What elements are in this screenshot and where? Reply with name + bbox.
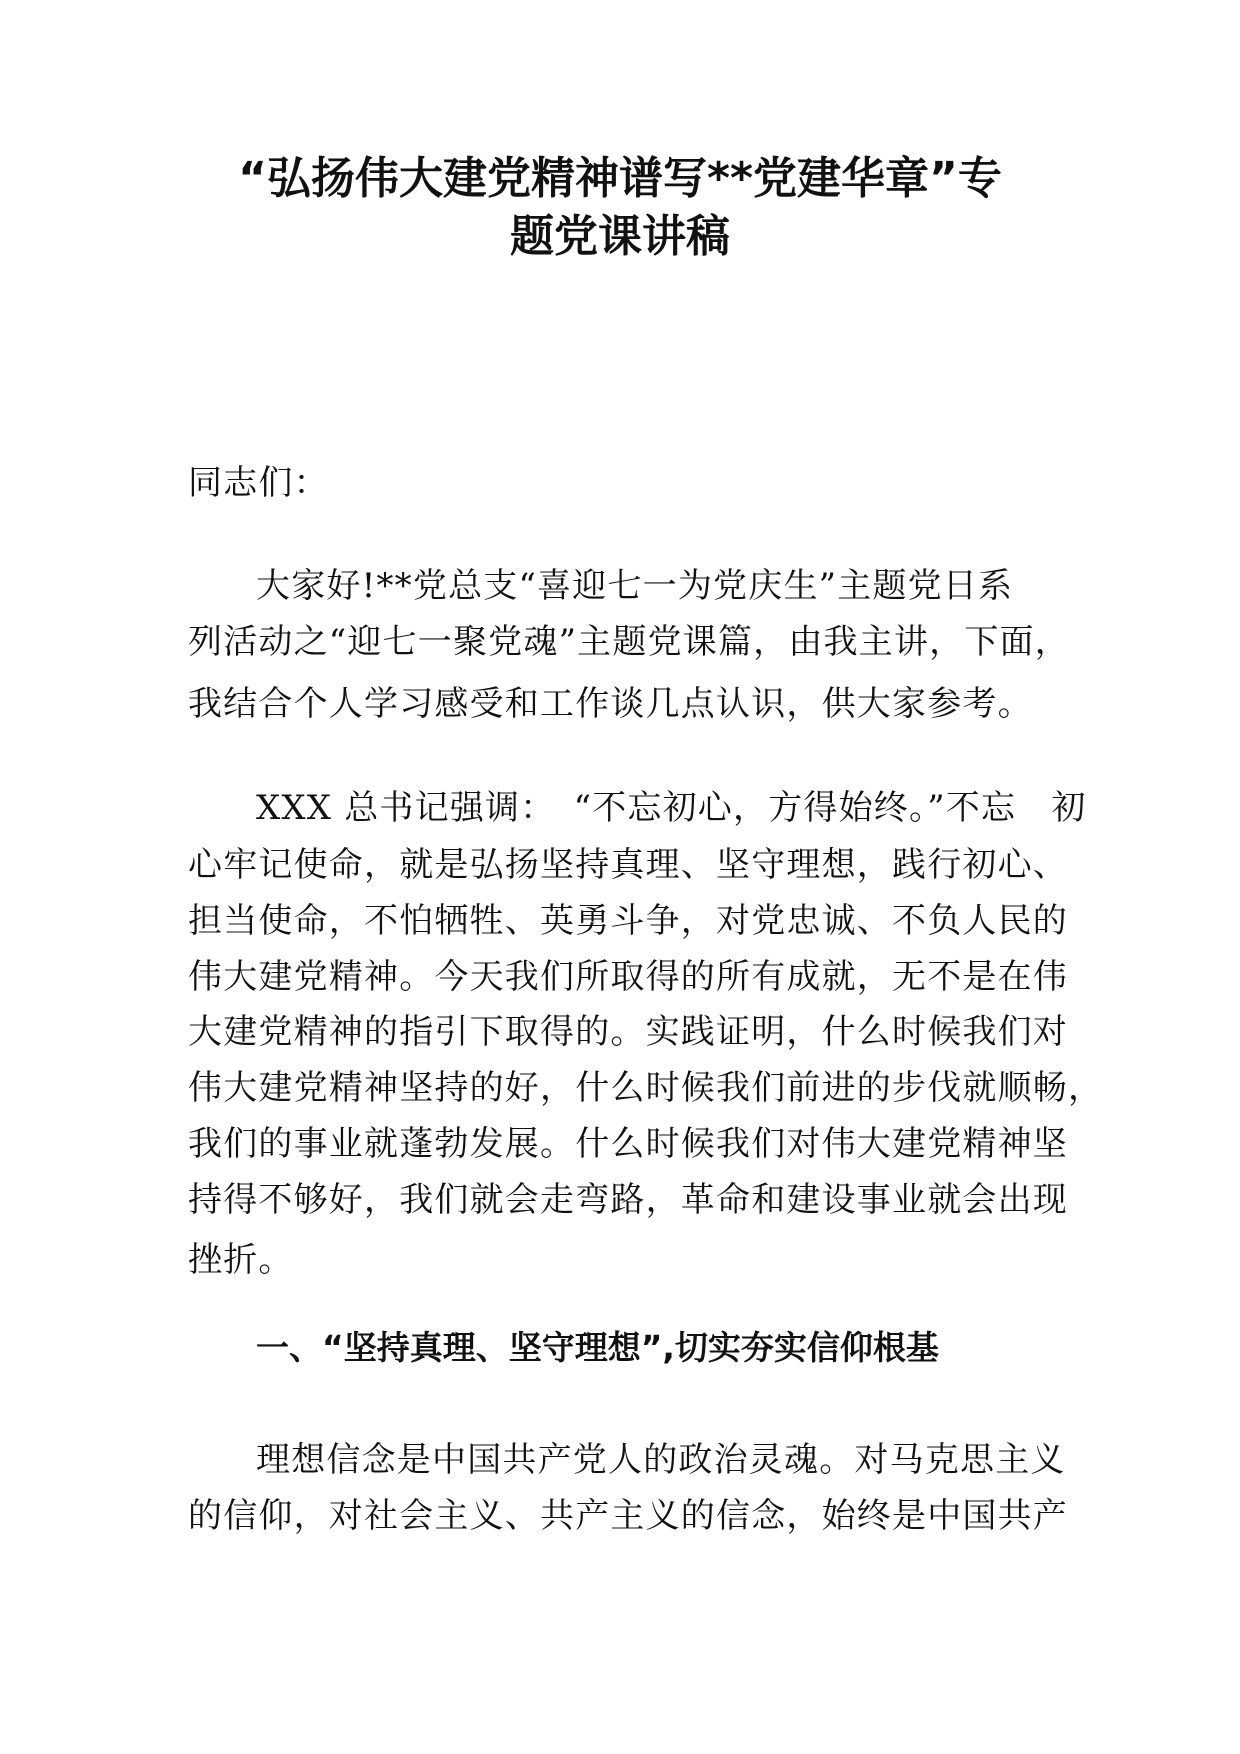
paragraph-2-line: 挫折。 — [188, 1240, 294, 1280]
paragraph-2-line: 伟大建党精神。今天我们所取得的所有成就，无不是在伟 — [188, 957, 1068, 997]
paragraph-2-line: 担当使命，不怕牺牲、英勇斗争，对党忠诚、不负人民的 — [188, 901, 1068, 941]
paragraph-2-line: 伟大建党精神坚持的好，什么时候我们前进的步伐就顺畅， — [188, 1068, 1104, 1108]
salutation: 同志们： — [188, 463, 329, 503]
paragraph-2-line: 心牢记使命，就是弘扬坚持真理、坚守理想，践行初心、 — [188, 845, 1068, 885]
paragraph-2-line: XXX 总书记强调： “不忘初心，方得始终。”不忘 初 — [256, 788, 1087, 828]
paragraph-1-line: 大家好!**党总支“喜迎七一为党庆生”主题党日系 — [256, 566, 1014, 606]
paragraph-2-line: 我们的事业就蓬勃发展。什么时候我们对伟大建党精神坚 — [188, 1124, 1068, 1164]
paragraph-3-line: 理想信念是中国共产党人的政治灵魂。对马克思主义 — [256, 1440, 1066, 1480]
paragraph-1-line: 列活动之“迎七一聚党魂”主题党课篇，由我主讲，下面， — [188, 622, 1070, 662]
paragraph-1-line: 我结合个人学习感受和工作谈几点认识，供大家参考。 — [188, 684, 1033, 724]
title-line-1: “弘扬伟大建党精神谱写**党建华章”专 — [238, 153, 1002, 204]
title-line-2: 题党课讲稿 — [510, 211, 730, 262]
paragraph-2-line: 大建党精神的指引下取得的。实践证明，什么时候我们对 — [188, 1012, 1068, 1052]
paragraph-2-line: 持得不够好，我们就会走弯路，革命和建设事业就会出现 — [188, 1180, 1068, 1220]
section-heading: 一、“坚持真理、坚守理想”,切实夯实信仰根基 — [256, 1328, 939, 1367]
paragraph-3-line: 的信仰，对社会主义、共产主义的信念，始终是中国共产 — [188, 1496, 1068, 1536]
